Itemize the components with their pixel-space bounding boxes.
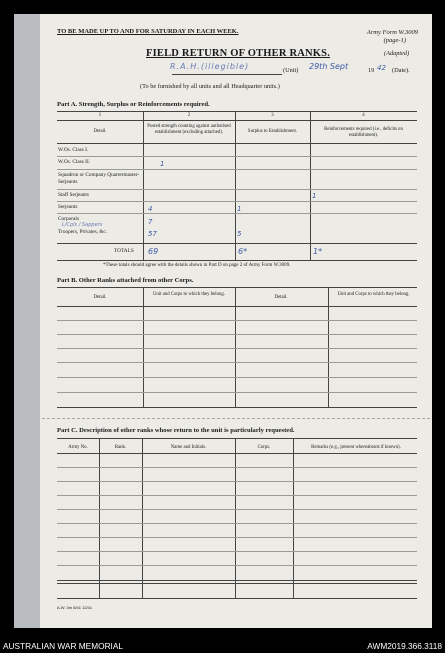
part-b-col-detail-2: Detail. [274,295,288,300]
ssgt-reinf-value: 1 [312,192,317,200]
row-rule [57,348,417,349]
museum-footer [0,638,445,653]
totals-top-rule [57,243,417,244]
binding-strip [14,14,40,628]
part-c-bottom-rule [57,598,417,599]
col-head-surplus: Surplus to Establishment. [247,129,298,134]
row-rule [57,392,417,393]
part-c-vline-1 [99,438,100,598]
total-reinf: 1* [313,247,323,256]
part-c-top-rule [57,438,417,439]
row-rule [57,467,417,468]
row-rule [57,156,417,157]
part-a-vline-3 [310,111,311,261]
part-c-rule [57,583,417,584]
handwritten-ranks: L/Cpls / Sappers [62,222,103,228]
row-rule [57,377,417,378]
row-rule [57,565,417,566]
row-rule [57,169,417,170]
part-c-vline-4 [293,438,294,598]
row-rule [57,201,417,202]
part-c-col-corps: Corps. [257,445,271,450]
part-a-heading: Part A. Strength, Surplus or Reinforcements required. [57,101,210,108]
date-label: (Date). [392,67,410,74]
row-rule [57,509,417,510]
row-label-pte: Troopers, Privates, &c. [58,229,108,235]
row-rule [57,481,417,482]
year-handwritten: 42 [377,64,386,72]
part-c-col-army-no: Army No. [68,445,88,450]
total-surplus: 6* [238,247,248,256]
pte-surplus-value: 5 [237,230,242,238]
part-b-col-detail-1: Detail. [93,295,107,300]
part-c-rule [57,580,417,581]
row-label-sgt: Serjeants [58,204,78,210]
col-number-1: 1 [98,113,102,118]
part-a-header-rule [57,143,417,144]
part-b-heading: Part B. Other Ranks attached from other Corps. [57,277,194,284]
wo2-posted-value: 1 [160,160,165,168]
submission-notice: TO BE MADE UP TO AND FOR SATURDAY IN EACH WEEK. [57,28,239,35]
part-b-header-rule [57,306,417,307]
total-posted: 69 [148,247,159,256]
cpl-posted-value: 7 [148,218,153,226]
col-number-2: 2 [187,113,191,118]
totals-footnote: *These totals should agree with the details shown in Part D on page 2 of Army Form W.3009. [103,263,291,268]
row-rule [57,362,417,363]
part-c-vline-3 [235,438,236,598]
row-label-wo2: W.Os. Class II. [58,159,91,165]
row-rule [57,189,417,190]
part-b-bottom-rule [57,407,417,408]
pte-posted-value: 57 [148,230,157,238]
adapted-label: (Adapted) [384,50,410,57]
sgt-posted-value: 4 [148,205,153,213]
part-a-vline-1 [143,111,144,261]
furnish-note: (To be furnished by all units and all Headquarter units.) [140,83,280,90]
unit-label: (Unit) [283,67,299,74]
row-label-cpl: Corporals [58,216,79,222]
totals-bottom-rule [57,260,417,261]
footer-accession: AWM2019.366.3118 [367,641,442,651]
row-rule [57,334,417,335]
row-label-ssgt: Staff Serjeants [58,192,89,198]
row-rule [57,551,417,552]
col-number-4: 4 [362,113,365,118]
row-label-wo1: W.Os. Class I. [58,147,89,153]
part-a-top-rule [57,111,417,112]
row-rule [57,523,417,524]
row-label-cqms: Squadron or Company Quartermaster-Serjeants [58,172,140,185]
part-b-top-rule [57,287,417,288]
part-b-col-unit-1: Unit and Corps to which they belong. [152,292,226,297]
part-c-col-rank: Rank. [114,445,127,450]
form-page-text: (page-1) [383,37,406,44]
part-c-vline-2 [142,438,143,598]
part-a-number-rule [57,120,417,121]
year-prefix: 19 [368,67,375,74]
form-title: FIELD RETURN OF OTHER RANKS. [146,48,331,59]
col-head-reinf: Reinforcements required (i.e., deficits on establishment). [324,127,403,138]
unit-handwritten: R.A.H.(illegible) [170,62,250,71]
unit-underline [172,74,282,75]
col-number-3: 3 [271,113,274,118]
col-head-posted: Posted strength counting against authorised establishment (excluding attached). [147,124,231,135]
date-handwritten: 29th Sept [309,62,349,71]
part-a-vline-2 [235,111,236,261]
part-c-header-rule [57,453,417,454]
part-c-col-remarks: Remarks (e.g., present whereabouts if known). [311,445,401,450]
part-c-col-name: Name and Initials. [170,445,207,450]
row-rule [57,537,417,538]
totals-label: TOTALS [114,248,134,254]
part-b-col-unit-2: Unit and Corps to which they belong. [337,292,410,297]
row-rule [57,213,417,214]
fold-line [42,418,430,419]
form-number [330,29,418,45]
footer-institution: AUSTRALIAN WAR MEMORIAL [3,641,124,651]
col-head-detail: Detail. [93,129,107,134]
form-number-text: Army Form W.3009 [366,29,418,36]
row-rule [57,320,417,321]
sgt-surplus-value: 1 [237,205,242,213]
printer-mark: A.W. 3m 8/41 12/41 [57,605,93,610]
row-rule [57,495,417,496]
part-c-heading: Part C. Description of other ranks whose return to the unit is particularly requested. [57,427,295,434]
